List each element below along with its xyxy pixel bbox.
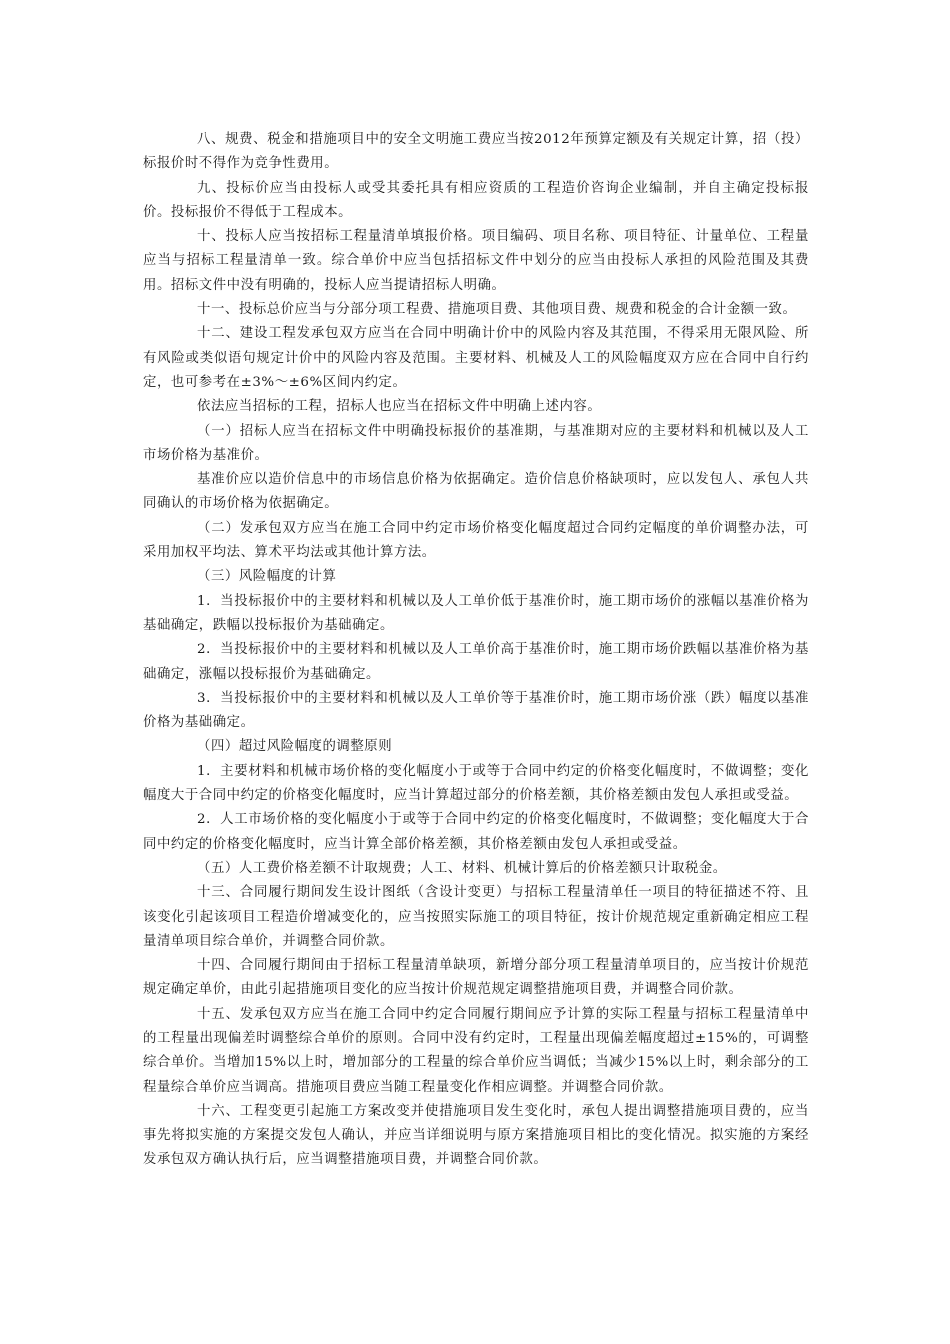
paragraph-11: 十一、投标总价应当与分部分项工程费、措施项目费、其他项目费、规费和税金的合计金额一致。 [197, 302, 797, 318]
adjust-principle-2: 2．人工市场价格的变化幅度小于或等于合同中约定的价格变化幅度时，不做调整；变化幅度大于合同中约定的价格变化幅度时，应当计算全部价格差额，其价格差额由发包人承担或受益。 [143, 812, 809, 852]
sub-item-5: （五）人工费价格差额不计取规费；人工、材料、机械计算后的价格差额只计取税金。 [197, 860, 727, 876]
paragraph-9: 九、投标价应当由投标人或受其委托具有相应资质的工程造价咨询企业编制，并自主确定投标报价。投标报价不得低于工程成本。 [143, 180, 809, 220]
risk-calc-1: 1．当投标报价中的主要材料和机械以及人工单价低于基准价时，施工期市场价的涨幅以基准价格为基础确定，跌幅以投标报价为基础确定。 [143, 593, 809, 633]
sub-item-1-detail: 基准价应以造价信息中的市场信息价格为依据确定。造价信息价格缺项时，应以发包人、承包人共同确认的市场价格为依据确定。 [143, 472, 809, 512]
paragraph-12: 十二、建设工程发承包双方应当在合同中明确计价中的风险内容及其范围，不得采用无限风险、所有风险或类似语句规定计价中的风险内容及范围。主要材料、机械及人工的风险幅度双方应在合同中自行约定，也可参考在±3%～±6%区间内约定。 [143, 326, 809, 390]
paragraph-8: 八、规费、税金和措施项目中的安全文明施工费应当按2012年预算定额及有关规定计算，招（投）标报价时不得作为竞争性费用。 [143, 132, 809, 172]
adjust-principle-1: 1．主要材料和机械市场价格的变化幅度小于或等于合同中约定的价格变化幅度时，不做调整；变化幅度大于合同中约定的价格变化幅度时，应当计算超过部分的价格差额，其价格差额由发包人承担或受益。 [143, 763, 809, 804]
sub-item-3-heading: （三）风险幅度的计算 [197, 569, 337, 585]
paragraph-12-note: 依法应当招标的工程，招标人也应当在招标文件中明确上述内容。 [197, 399, 602, 415]
sub-item-2: （二）发承包双方应当在施工合同中约定市场价格变化幅度超过合同约定幅度的单价调整办法，可采用加权平均法、算术平均法或其他计算方法。 [143, 520, 809, 561]
document-body [143, 128, 809, 1173]
paragraph-14: 十四、合同履行期间由于招标工程量清单缺项，新增分部分项工程量清单项目的，应当按计价规范规定确定单价，由此引起措施项目变化的应当按计价规范规定调整措施项目费，并调整合同价款。 [143, 958, 809, 998]
risk-calc-2: 2．当投标报价中的主要材料和机械以及人工单价高于基准价时，施工期市场价跌幅以基准价格为基础确定，涨幅以投标报价为基础确定。 [143, 642, 809, 682]
sub-item-1: （一）招标人应当在招标文件中明确投标报价的基准期，与基准期对应的主要材料和机械以及人工市场价格为基准价。 [143, 423, 809, 463]
risk-calc-3: 3．当投标报价中的主要材料和机械以及人工单价等于基准价时，施工期市场价涨（跌）幅度以基准价格为基础确定。 [143, 690, 809, 731]
paragraph-15: 十五、发承包双方应当在施工合同中约定合同履行期间应予计算的实际工程量与招标工程量清单中的工程量出现偏差时调整综合单价的原则。合同中没有约定时，工程量出现偏差幅度超过±15%的，可调整综合单价。当增加15%以上时，增加部分的工程量的综合单价应当调低；当减少15%以上时，剩余部分的工程量综合单价应当调高。措施项目费应当随工程量变化作相应调整。并调整合同价款。 [143, 1006, 809, 1095]
sub-item-4-heading: （四）超过风险幅度的调整原则 [197, 739, 393, 755]
paragraph-10: 十、投标人应当按招标工程量清单填报价格。项目编码、项目名称、项目特征、计量单位、工程量应当与招标工程量清单一致。综合单价中应当包括招标文件中划分的应当由投标人承担的风险范围及其费用。招标文件中没有明确的，投标人应当提请招标人明确。 [143, 229, 809, 293]
paragraph-13: 十三、合同履行期间发生设计图纸（含设计变更）与招标工程量清单任一项目的特征描述不符、且该变化引起该项目工程造价增减变化的，应当按照实际施工的项目特征，按计价规范规定重新确定相应工程量清单项目综合单价，并调整合同价款。 [143, 885, 809, 949]
paragraph-16: 十六、工程变更引起施工方案改变并使措施项目发生变化时，承包人提出调整措施项目费的，应当事先将拟实施的方案提交发包人确认，并应当详细说明与原方案措施项目相比的变化情况。拟实施的方案经发承包双方确认执行后，应当调整措施项目费，并调整合同价款。 [143, 1103, 809, 1168]
